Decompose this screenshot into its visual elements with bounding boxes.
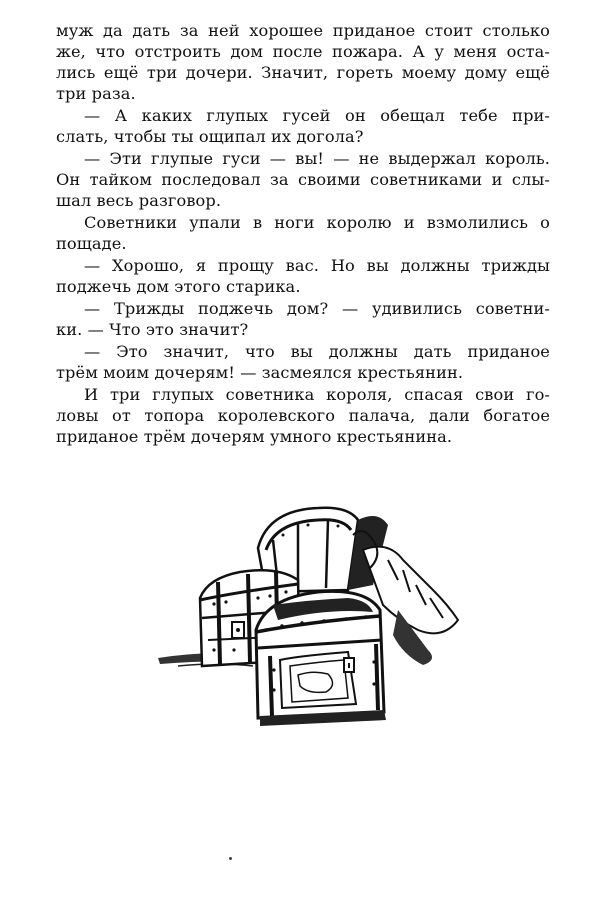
text-line: пощаде.	[56, 234, 127, 253]
text-line: — Хорошо, я прощу вас. Но вы должны трижды	[84, 256, 550, 275]
text-line: Советники упали в ноги королю и взмолились о	[84, 213, 550, 232]
text-line: три раза.	[56, 84, 136, 103]
text-line: — Трижды поджечь дом? — удивились советни-	[84, 299, 550, 318]
treasure-chests-illustration	[148, 480, 468, 730]
story-text	[56, 20, 550, 447]
print-speck	[229, 857, 232, 860]
text-line: поджечь дом этого старика.	[56, 277, 301, 296]
text-line: лись ещё три дочери. Значит, гореть моему дому ещё	[56, 63, 550, 82]
text-line: ки. — Что это значит?	[56, 320, 249, 339]
text-line: же, что отстроить дом после пожара. А у меня оста-	[56, 42, 550, 61]
text-line: приданое трём дочерям умного крестьянина.	[56, 427, 453, 446]
text-line: — Это значит, что вы должны дать приданое	[84, 342, 550, 361]
text-line: — Эти глупые гуси — вы! — не выдержал король.	[84, 149, 550, 168]
text-line: муж да дать за ней хорошее приданое стоит столько	[56, 21, 550, 40]
text-line: — А каких глупых гусей он обещал тебе при-	[84, 106, 550, 125]
text-line: трём моим дочерям! — засмеялся крестьянин.	[56, 363, 464, 382]
text-line: шал весь разговор.	[56, 191, 222, 210]
text-line: слать, чтобы ты ощипал их догола?	[56, 127, 364, 146]
text-line: Он тайком последовал за своими советниками и слы-	[56, 170, 550, 189]
text-line: И три глупых советника короля, спасая свои го-	[84, 385, 550, 404]
ornate-chest-icon	[256, 591, 386, 726]
text-line: ловы от топора королевского палача, дали богатое	[56, 406, 550, 425]
